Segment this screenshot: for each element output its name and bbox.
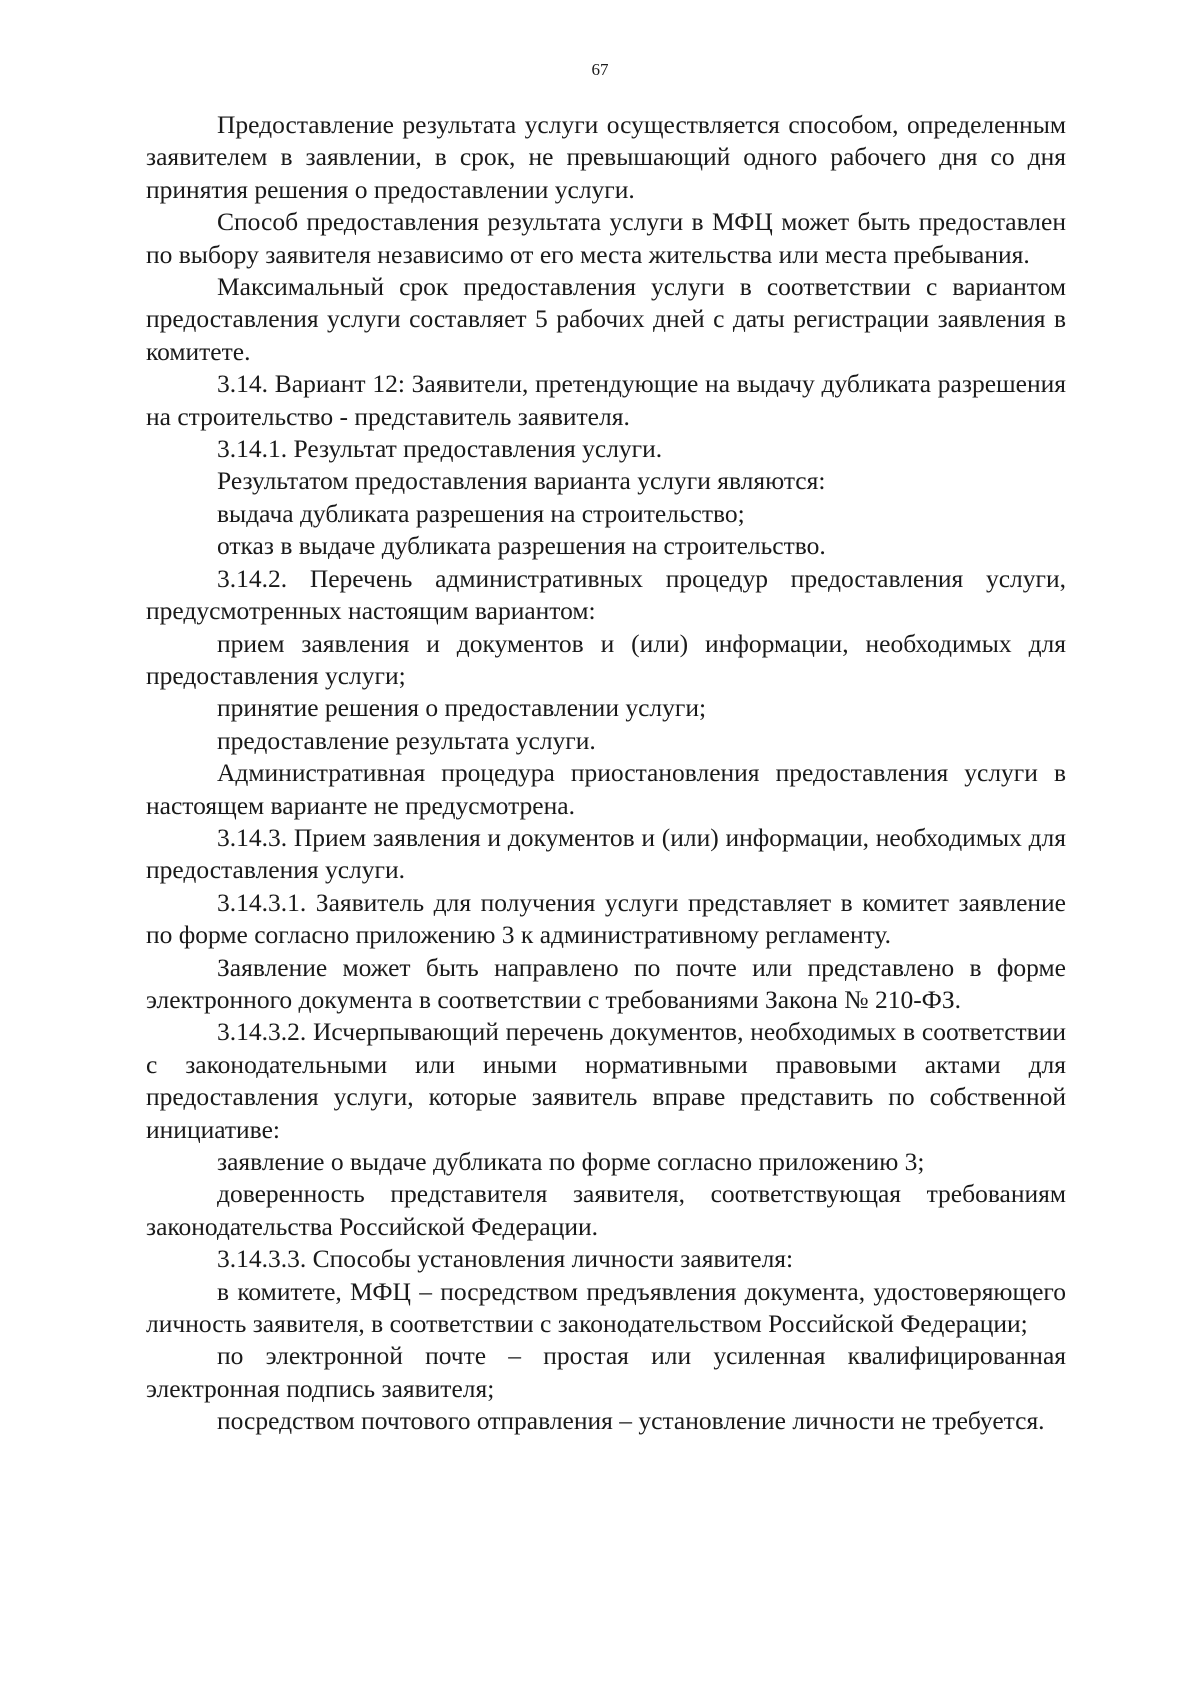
paragraph: Способ предоставления результата услуги в МФЦ может быть предоставлен по выбору заявителя независимо от его места жительства или места пребывания. (146, 207, 1066, 269)
paragraph: Административная процедура приостановления предоставления услуги в настоящем варианте не предусмотрена. (146, 758, 1066, 820)
paragraph: принятие решения о предоставлении услуги; (217, 693, 707, 723)
paragraph: прием заявления и документов и (или) информации, необходимых для предоставления услуги; (146, 628, 1066, 690)
paragraph: доверенность представителя заявителя, соответствующая требованиям законодательства Российской Федерации. (146, 1179, 1066, 1241)
paragraph: 3.14. Вариант 12: Заявители, претендующие на выдачу дубликата разрешения на строительство - представитель заявителя. (146, 369, 1066, 431)
paragraph: Предоставление результата услуги осуществляется способом, определенным заявителем в заявлении, в срок, не превышающий одного рабочего дня со дня принятия решения о предоставлении услуги. (146, 110, 1066, 204)
paragraph: в комитете, МФЦ – посредством предъявления документа, удостоверяющего личность заявителя, в соответствии с законодательством Российской Федерации; (146, 1276, 1066, 1339)
paragraph: по электронной почте – простая или усиленная квалифицированная электронная подпись заявителя; (146, 1341, 1066, 1403)
paragraph: предоставление результата услуги. (217, 725, 596, 755)
paragraph: 3.14.1. Результат предоставления услуги. (217, 434, 663, 464)
paragraph: 3.14.3.1. Заявитель для получения услуги представляет в комитет заявление по форме согласно приложению 3 к административному регламенту. (146, 887, 1066, 950)
paragraph: Максимальный срок предоставления услуги в соответствии с вариантом предоставления услуги составляет 5 рабочих дней с даты регистрации заявления в комитете. (146, 272, 1066, 366)
paragraph: 3.14.3.3. Способы установления личности заявителя: (217, 1244, 794, 1274)
paragraph: выдача дубликата разрешения на строительство; (217, 498, 745, 528)
document-body (146, 109, 1066, 1438)
paragraph: заявление о выдаче дубликата по форме согласно приложению 3; (217, 1147, 925, 1176)
paragraph: отказ в выдаче дубликата разрешения на строительство. (217, 531, 826, 561)
paragraph: 3.14.3. Прием заявления и документов и (или) информации, необходимых для предоставления услуги. (146, 822, 1066, 885)
paragraph: 3.14.2. Перечень административных процедур предоставления услуги, предусмотренных настоящим вариантом: (146, 563, 1066, 626)
paragraph: посредством почтового отправления – установление личности не требуется. (217, 1406, 1045, 1436)
page-number: 67 (591, 60, 609, 79)
paragraph: 3.14.3.2. Исчерпывающий перечень документов, необходимых в соответствии с законодательными или иными нормативными правовыми актами для предоставления услуги, которые заявитель вправе представить по собственной инициативе: (146, 1017, 1066, 1144)
paragraph: Результатом предоставления варианта услуги являются: (217, 466, 826, 496)
paragraph: Заявление может быть направлено по почте или представлено в форме электронного документа в соответствии с требованиями Закона № 210-ФЗ. (146, 952, 1066, 1014)
